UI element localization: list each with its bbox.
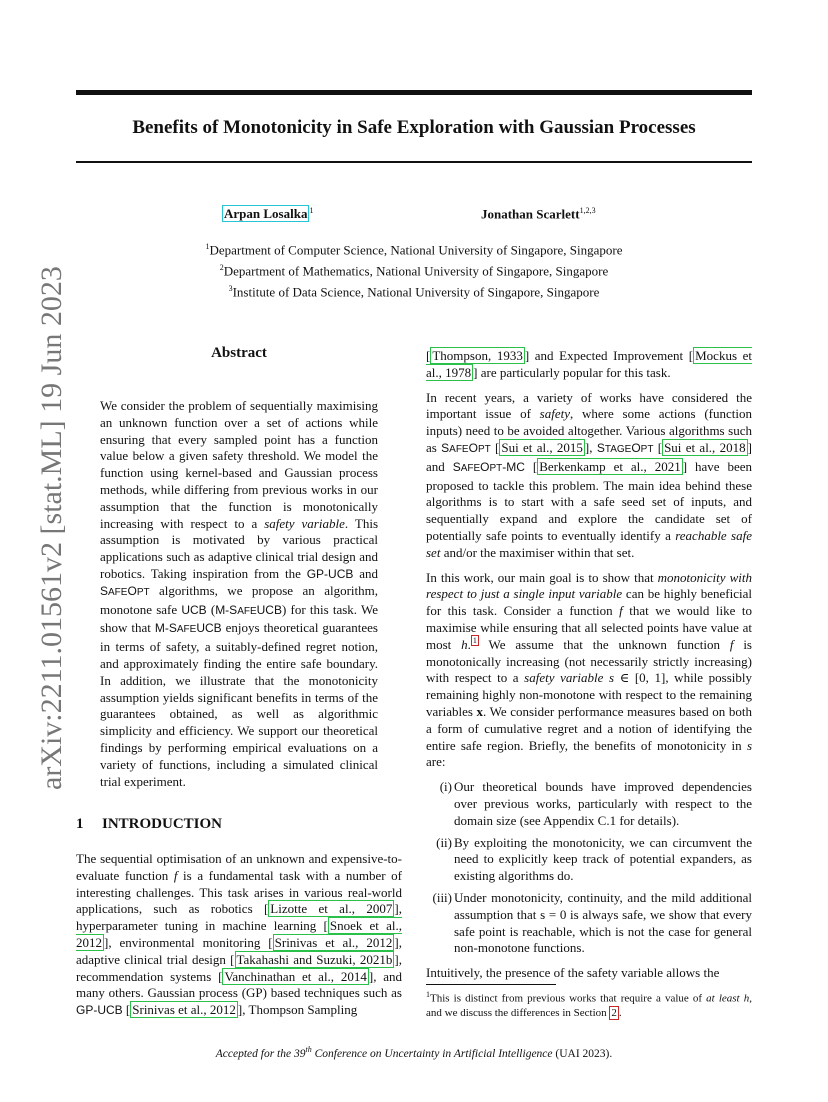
affiliation-2: $^2$Department of Mathematics, National University of Singapore, Singapore	[219, 262, 609, 279]
abstract-text: We consider the problem of sequentially maximising an unknown function over a set of actions while ensuring that every sampled point has a function value below a given safety threshold. We model the function using kernel-based and Gaussian process methods, while differing from previous works in our assumption that the function is monotonically increasing with respect to a safety variable. This assumption is motivated by various practical applications such as adaptive clinical trial design and robotics. Taking inspiration from the GP-UCB and SAFEOPT algorithms, we propose an algorithm, monotone safe UCB (M-SAFEUCB) for this task. We show that M-SAFEUCB enjoys theoretical guarantees in terms of safety, a suitably-defined regret notion, and approximately finding the entire safe boundary. In addition, we illustrate that the monotonicity assumption yields significant benefits in terms of the guarantees obtained, as well as algorithmic simplicity and efficiency. We support our theoretical findings by performing empirical evaluations on a variety of functions, including a simulated clinical trial experiment.	[100, 398, 378, 789]
citation-link[interactable]: Mockus et al., 1978	[426, 348, 752, 380]
citation-link[interactable]: Srinivas et al., 2012	[274, 934, 393, 950]
list-item: (ii) By exploiting the monotonicity, we can circumvent the need to explicitly keep track of potential expanders, as existing algorithms do.	[436, 834, 752, 884]
citation-link[interactable]: Berkenkamp et al., 2021	[539, 458, 681, 474]
right-column	[426, 348, 752, 990]
abstract-heading: Abstract	[211, 345, 267, 361]
citation-link[interactable]: Takahashi and Suzuki, 2021b	[236, 951, 393, 967]
paper-title: Benefits of Monotonicity in Safe Exploration with Gaussian Processes	[132, 117, 696, 138]
citation-link[interactable]: Snoek et al., 2012	[76, 918, 403, 950]
citation-link[interactable]: Srinivas et al., 2012	[132, 1002, 236, 1018]
citation-link[interactable]: Vanchinathan et al., 2014	[224, 968, 367, 984]
author-1: Arpan Losalka $^1$	[224, 206, 314, 222]
section-link[interactable]: 2	[611, 1007, 617, 1020]
list-item: (i) Our theoretical bounds have improved dependencies over previous works, particularly with respect to the domain size (see Appendix C.1 for details).	[439, 779, 752, 828]
paragraph: Intuitively, the presence of the safety variable allows the	[426, 965, 720, 981]
section-heading-introduction: 1 INTRODUCTION	[76, 816, 223, 832]
benefits-list	[426, 779, 752, 957]
paragraph: In recent years, a variety of works have considered the important issue of safety, where some actions (function inputs) need to be avoided altogether. Various algorithms such as SAFEOPT [ Sui et al., 2015 ], STAGEOPT [ Sui et al., 2018 ] and SAFEOPT-MC [ Berkenkamp et al., 2021 ] have been proposed to tackle this problem. The main idea behind these algorithms is to start with a safe seed set of inputs, and sequentially expand and explore the candidate set of potentially safe points to eventually identify a reachable safe set and/or the maximiser within that set.	[426, 389, 752, 560]
affiliation-3: $^3$Institute of Data Science, National University of Singapore, Singapore	[228, 283, 600, 299]
author-2: Jonathan Scarlett$^{1,2,3}$	[481, 206, 596, 222]
list-item: (iii) Under monotonicity, continuity, and the mild additional assumption that s = 0 is always safe, we show that every safe point is reachable, which is not the case for general non-monotone functions.	[432, 889, 752, 956]
citation-link[interactable]: Thompson, 1933	[432, 348, 523, 363]
paragraph: [ Thompson, 1933 ] and Expected Improvement [ Mockus et al., 1978 ] are particularly popular for this task.	[426, 348, 752, 380]
affiliation-1: $^1$Department of Computer Science, National University of Singapore, Singapore	[205, 242, 623, 258]
footnote-rule	[426, 984, 556, 985]
top-rule	[76, 90, 752, 95]
introduction-text: The sequential optimisation of an unknown and expensive-to-evaluate function f is a fundamental task with a number of interesting challenges. This task arises in various real-world applications, such as robotics [ Lizotte et al., 2007 ], hyperparameter tuning in machine learning [ Snoek et al., 2012 ], environmental monitoring [ Srinivas et al., 2012 ], adaptive clinical trial design [ Takahashi and Suzuki, 2021b ], recommendation systems [ Vanchinathan et al., 2014 ], and many others. Gaussian process (GP) based techniques such as GP-UCB [ Srinivas et al., 2012 ], Thompson Sampling	[76, 851, 403, 1018]
venue-footer: Accepted for the 39th Conference on Uncertainty in Artificial Intelligence (UAI 2023).	[215, 1045, 613, 1060]
paragraph: In this work, our main goal is to show that monotonicity with respect to just a single input variable can be highly beneficial for this task. Consider a function f that we would like to maximise while ensuring that all selected points have value at most h. $^1$ We assume that the unknown function f is monotonically increasing (not necessarily strictly increasing) with respect to a safety variable s ∈ [0, 1], while possibly remaining highly non-monotone with respect to the remaining variables x. We consider performance measures based on both a form of cumulative regret and a notion of identifying the entire safe region. Briefly, the benefits of monotonicity in s are:	[426, 569, 752, 770]
footnote: $^1$This is distinct from previous works that require a value of at least h, and we discuss the differences in Section 2 .	[426, 990, 752, 1020]
citation-link[interactable]: Lizotte et al., 2007	[270, 901, 393, 917]
affiliations	[76, 238, 752, 300]
citation-link[interactable]: Sui et al., 2015	[501, 439, 583, 455]
title-rule	[76, 161, 752, 163]
arxiv-identifier: arXiv:2211.01561v2 [stat.ML] 19 Jun 2023	[35, 266, 68, 790]
citation-link[interactable]: Sui et al., 2018	[664, 439, 746, 455]
footnote-link[interactable]: 1	[472, 636, 477, 646]
author-1-link[interactable]: Arpan Losalka	[224, 206, 308, 222]
